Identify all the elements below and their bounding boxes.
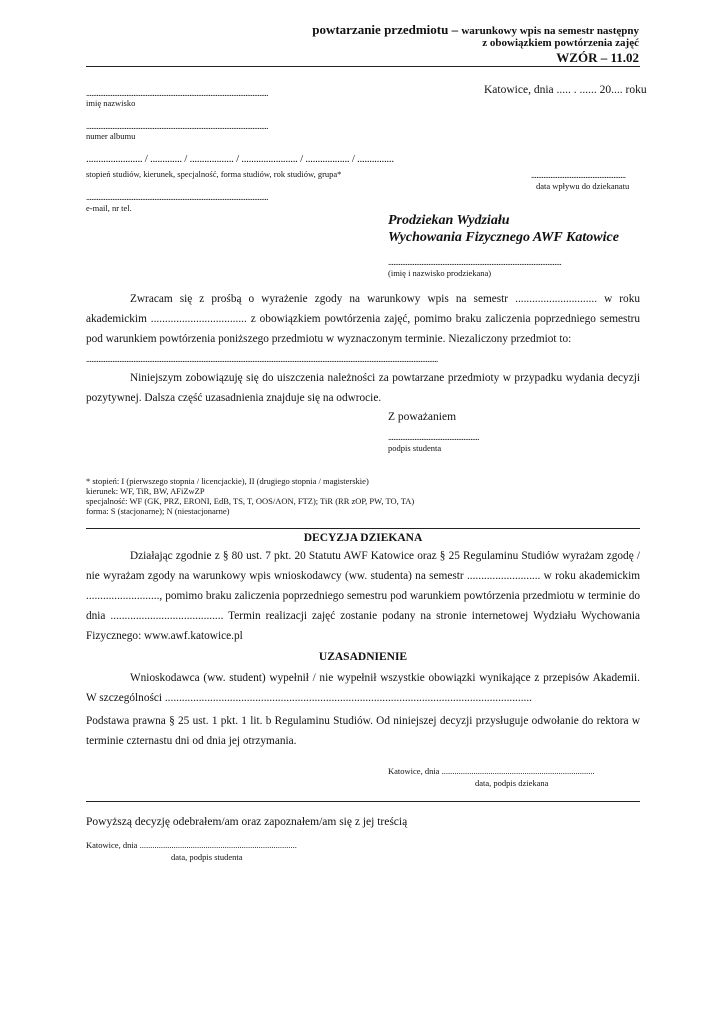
decision-divider bbox=[86, 528, 640, 529]
request-paragraph: Zwracam się z prośbą o wyrażenie zgody na warunkowy wpis na semestr ............................. w roku akademickim .................................. z obowiązkiem powtórzenia zajęć, pomimo braku zaliczenia poprzedniego semestru pod warunkiem powtórzenia poniższego przedmiotu w wyznaczonym terminie. Niezaliczony przedmiot to: bbox=[86, 293, 640, 345]
decision-title: DECYZJA DZIEKANA bbox=[303, 532, 423, 544]
justification-title: UZASADNIENIE bbox=[318, 651, 408, 663]
footnote-form: forma: S (stacjonarne); N (niestacjonarne) bbox=[86, 506, 230, 516]
student-place-date-field[interactable]: Katowice, dnia .......................................................................... bbox=[86, 840, 297, 850]
vice-dean-name-field[interactable]: ................................................................................................... bbox=[388, 257, 562, 267]
name-label: imię nazwisko bbox=[86, 98, 136, 108]
student-signature-field[interactable]: .................................................... bbox=[388, 432, 479, 442]
name-field[interactable]: ........................................................................................................ bbox=[86, 88, 268, 98]
acknowledgement-text: Powyższą decyzję odebrałem/am oraz zapoznałem/am się z jej treścią bbox=[86, 816, 408, 828]
student-ack-signature-label: data, podpis studenta bbox=[171, 852, 243, 862]
study-details-label: stopień studiów, kierunek, specjalność, forma studiów, rok studiów, grupa* bbox=[86, 169, 342, 179]
student-signature-label: podpis studenta bbox=[388, 443, 442, 453]
receipt-date-label: data wpływu do dziekanatu bbox=[536, 181, 630, 191]
study-details-field[interactable]: ....................... / ............. / .................. / ....................... / .................. / ............... bbox=[86, 153, 394, 165]
place-date-field[interactable]: Katowice, dnia ..... . ...... 20.... roku bbox=[484, 84, 647, 96]
decision-paragraph: Działając zgodnie z § 80 ust. 7 pkt. 20 Statutu AWF Katowice oraz § 25 Regulaminu Studiów wyrażam zgodę / nie wyrażam zgody na warunkowy wpis wnioskodawcy (ww. studenta) na semestr .......................... w roku akademickim .........................., pomimo braku zaliczenia poprzedniego semestru pod warunkiem powtórzenia przedmiotu w terminie do dnia ........................................ Termin realizacji zajęć zostanie podany na stronie internetowej Wydziału Wychowania Fizycznego: www.awf.katowice.pl bbox=[86, 550, 640, 642]
form-code: WZÓR – 11.02 bbox=[556, 50, 639, 65]
form-title-sub: warunkowy wpis na semestr następny bbox=[461, 25, 639, 37]
legal-basis-paragraph: Podstawa prawna § 25 ust. 1 pkt. 1 lit. b Regulaminu Studiów. Od niniejszej decyzji przysługuje odwołanie do rektora w terminie czternastu dni od dnia jej otrzymania. bbox=[86, 715, 640, 747]
album-number-label: numer albumu bbox=[86, 131, 136, 141]
dean-signature-label: data, podpis dziekana bbox=[475, 778, 549, 788]
footnote-degree: * stopień: I (pierwszego stopnia / licencjackie), II (drugiego stopnia / magisterskie) bbox=[86, 476, 369, 486]
form-title-main: powtarzanie przedmiotu – bbox=[312, 22, 459, 37]
acknowledgement-divider bbox=[86, 801, 640, 802]
justification-paragraph: Wnioskodawca (ww. student) wypełnił / nie wypełnił wszystkie obowiązki wynikające z przepisów Akademii. W szczególności .................................................................................................................................. bbox=[86, 672, 640, 704]
addressee-line1: Prodziekan Wydziału bbox=[388, 213, 510, 228]
commitment-paragraph: Niniejszym zobowiązuję się do uiszczenia należności za powtarzane przedmioty w przypadku wydania decyzji pozytywnej. Dalsza część uzasadnienia znajduje się na odwrocie. bbox=[86, 372, 640, 404]
email-phone-label: e-mail, nr tel. bbox=[86, 203, 132, 213]
receipt-date-field[interactable]: ...................................................... bbox=[531, 170, 626, 180]
form-title bbox=[312, 22, 639, 38]
failed-subject-field[interactable]: ......................................................................................................................................................................................................... bbox=[86, 354, 438, 364]
footnote-field: kierunek: WF, TiR, BW, AFiZwZP bbox=[86, 486, 205, 496]
vice-dean-name-label: (imię i nazwisko prodziekana) bbox=[388, 268, 492, 278]
email-phone-field[interactable]: ........................................................................................................ bbox=[86, 192, 268, 202]
footnotes bbox=[86, 476, 414, 516]
header-divider bbox=[86, 66, 640, 67]
footnote-specialization: specjalność: WF (GK, PRZ, ERONI, EdB, TS, T, OOS/AON, FTZ); TiR (RR zOP, PW, TO, TA) bbox=[86, 496, 415, 506]
addressee-line2: Wychowania Fizycznego AWF Katowice bbox=[388, 230, 619, 245]
closing-phrase: Z poważaniem bbox=[388, 411, 457, 423]
album-number-field[interactable]: ........................................................................................................ bbox=[86, 121, 268, 131]
dean-place-date-field[interactable]: Katowice, dnia ........................................................................ bbox=[388, 766, 595, 776]
form-subtitle: z obowiązkiem powtórzenia zajęć bbox=[482, 37, 639, 49]
